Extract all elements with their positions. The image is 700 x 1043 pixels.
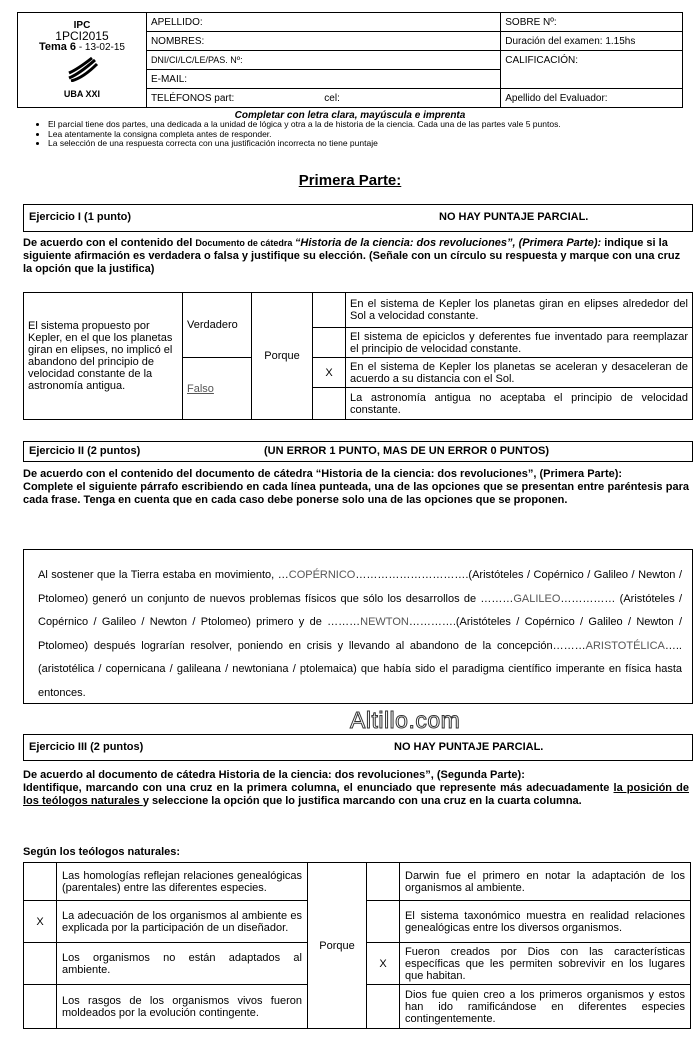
ej2-paragraph-box	[23, 549, 693, 704]
falso-option[interactable]: Falso	[183, 358, 252, 420]
course-code: 1PCI2015	[55, 29, 109, 43]
option-mark[interactable]: X	[313, 358, 346, 388]
option-text: La astronomía antigua no aceptaba el principio de velocidad constante.	[346, 388, 693, 420]
ej2-header-box	[23, 441, 693, 462]
option-text: El sistema de epiciclos y deferentes fue inventado para reemplazar el principio de velocidad constante.	[346, 328, 693, 358]
ej2-text: Al sostener que la Tierra estaba en movimiento, …	[38, 569, 289, 581]
ej1-prompt-d: indique si la siguiente afirmación es verdadera o falsa y justifique su elección. (Señale con un círculo su respuesta y marque con una cruz la opción que la justifica)	[23, 237, 681, 275]
porque-label: Porque	[252, 293, 313, 420]
verdadero-option[interactable]: Verdadero	[183, 293, 252, 358]
statement-mark[interactable]: X	[24, 901, 57, 943]
telefonos-field[interactable]	[146, 89, 500, 108]
sobre-field: SOBRE Nº:	[501, 13, 683, 32]
ej3-title: Ejercicio III (2 puntos)	[29, 741, 144, 753]
ej3-table	[23, 862, 691, 1029]
justification-mark[interactable]: X	[367, 943, 400, 985]
ej2-prompt	[23, 468, 689, 507]
statement-mark[interactable]	[24, 943, 57, 985]
justification-mark[interactable]	[367, 901, 400, 943]
email-field[interactable]: E-MAIL:	[146, 70, 500, 89]
ej2-note: (UN ERROR 1 PUNTO, MAS DE UN ERROR 0 PUNTOS)	[264, 445, 550, 457]
justification-text: Darwin fue el primero en notar la adaptación de los organismos al ambiente.	[400, 863, 691, 901]
exam-date: - 13-02-15	[76, 42, 125, 53]
instructions-heading: Completar con letra clara, mayúscula e imprenta	[234, 110, 466, 121]
ej2-text: ………………………….(Aristóteles / Copérnico / Galileo / Newton / Ptolomeo) generó un conjunto de nuevos problemas físicos que sólo los desarrollos de ………	[38, 569, 683, 605]
calificacion-field: CALIFICACIÓN:	[501, 51, 683, 89]
student-info-table	[17, 12, 683, 108]
ej2-text: …………… (Aristóteles / Copérnico / Galileo / Newton / Ptolomeo) primero y de ………	[38, 592, 682, 628]
tema-label: Tema 6	[38, 41, 77, 53]
ej3-prompt-1: De acuerdo al documento de cátedra Historia de la ciencia: dos revoluciones”, (Segunda Parte):	[23, 769, 525, 781]
justification-text: Dios fue quien creo a los primeros organismos y estos han ido ramificándose en diferentes especies contingentemente.	[400, 985, 691, 1029]
ej3-header-box	[23, 734, 693, 761]
cel-label: cel:	[324, 92, 340, 104]
course-info-cell	[18, 13, 147, 108]
option-text: En el sistema de Kepler los planetas giran en elipses alrededor del Sol a velocidad constante.	[346, 293, 693, 328]
statement-text: Las homologías reflejan relaciones genealógicas (parentales) entre las diferentes especies.	[57, 863, 308, 901]
ej1-title: Ejercicio I (1 punto)	[29, 211, 132, 223]
ej1-prompt-b: Documento de cátedra	[195, 238, 295, 248]
dni-field[interactable]: DNI/CI/LC/LE/PAS. Nº:	[146, 51, 500, 70]
option-mark[interactable]	[313, 328, 346, 358]
course-label: IPC	[73, 20, 91, 31]
statement-text: Los rasgos de los organismos vivos fueron moldeados por la evolución contingente.	[57, 985, 308, 1029]
ej3-subhead: Según los teólogos naturales:	[23, 846, 181, 858]
justification-mark[interactable]	[367, 985, 400, 1029]
option-mark[interactable]	[313, 388, 346, 420]
watermark: Altillo.com	[350, 707, 461, 733]
ej1-header-box	[23, 204, 693, 232]
instruction-item: • Lea atentamente la consigna completa antes de responder.	[48, 130, 688, 140]
ej1-prompt	[23, 237, 689, 276]
ej2-text: ………….(Aristóteles / Copérnico / Galileo / Newton / Ptolomeo) después lograrían resolver, poniendo en crisis y llevando al abandono de la concepción………	[38, 616, 682, 652]
option-mark[interactable]	[313, 293, 346, 328]
ej2-text: ….. (aristotélica / copernicana / galileana / newtoniana / ptolemaica) que había sido el paradigma científico imperante en física hasta entonces.	[38, 639, 682, 699]
answer-blank[interactable]: GALILEO	[513, 592, 561, 605]
part-title: Primera Parte:	[298, 172, 402, 189]
justification-text: Fueron creados por Dios con las características específicas que les permiten sobrevivir en los lugares que habitan.	[400, 943, 691, 985]
answer-blank[interactable]: COPÉRNICO	[288, 569, 356, 581]
ej1-table	[23, 292, 693, 420]
ej3-prompt	[23, 769, 689, 808]
ej1-prompt-c: “Historia de la ciencia: dos revoluciones”, (Primera Parte):	[294, 237, 602, 249]
option-text: En el sistema de Kepler los planetas se aceleran y desaceleran de acuerdo a su distancia con el Sol.	[346, 358, 693, 388]
uba-logo-text: UBA XXI	[63, 89, 101, 99]
porque-label: Porque	[308, 863, 367, 1029]
statement-mark[interactable]	[24, 985, 57, 1029]
ej2-title: Ejercicio II (2 puntos)	[29, 445, 141, 457]
apellido-field[interactable]: APELLIDO:	[146, 13, 500, 32]
evaluador-field: Apellido del Evaluador:	[501, 89, 683, 108]
ej3-note: NO HAY PUNTAJE PARCIAL.	[394, 741, 544, 753]
nombres-field[interactable]: NOMBRES:	[146, 32, 500, 51]
answer-blank[interactable]: ARISTOTÉLICA	[585, 639, 665, 652]
justification-text: El sistema taxonómico muestra en realidad relaciones genealógicas entre los diversos organismos.	[400, 901, 691, 943]
ej1-note: NO HAY PUNTAJE PARCIAL.	[439, 211, 589, 223]
statement-mark[interactable]	[24, 863, 57, 901]
uba-logo-icon	[22, 56, 142, 85]
instruction-item: • El parcial tiene dos partes, una dedicada a la unidad de lógica y otra a la de historia de la ciencia. Cada una de las partes vale 5 puntos.	[48, 120, 688, 130]
ej2-prompt-1: De acuerdo con el contenido del documento de cátedra “Historia de la ciencia: dos revoluciones”, (Primera Parte):	[23, 468, 623, 480]
ej3-prompt-2: Identifique, marcando con una cruz en la primera columna, el enunciado que represente más adecuadamente la posición de los teólogos naturales y seleccione la opción que lo justifica marcando con una cruz en la cuarta columna.	[23, 782, 689, 807]
ej2-prompt-2: Complete el siguiente párrafo escribiendo en cada línea punteada, una de las opciones que se presentan entre paréntesis para cada frase. Tenga en cuenta que en cada caso debe ponerse solo una de las opciones que se proponen.	[23, 481, 689, 506]
statement-text: Los organismos no están adaptados al ambiente.	[57, 943, 308, 985]
instruction-item: • La selección de una respuesta correcta con una justificación incorrecta no tiene puntaje	[48, 139, 688, 149]
telefonos-label: TELÉFONOS part:	[150, 92, 235, 104]
duracion-label: Duración del examen: 1.15hs	[501, 32, 683, 51]
ej1-prompt-a: De acuerdo con el contenido del	[23, 237, 196, 249]
justification-mark[interactable]	[367, 863, 400, 901]
ej1-statement: El sistema propuesto por Kepler, en el que los planetas giran en elipses, no implicó el abandono del principio de velocidad constante de la astronomía antigua.	[24, 293, 183, 420]
answer-blank[interactable]: NEWTON	[360, 616, 409, 628]
statement-text: La adecuación de los organismos al ambiente es explicada por la participación de un diseñador.	[57, 901, 308, 943]
instructions-list	[24, 120, 688, 149]
